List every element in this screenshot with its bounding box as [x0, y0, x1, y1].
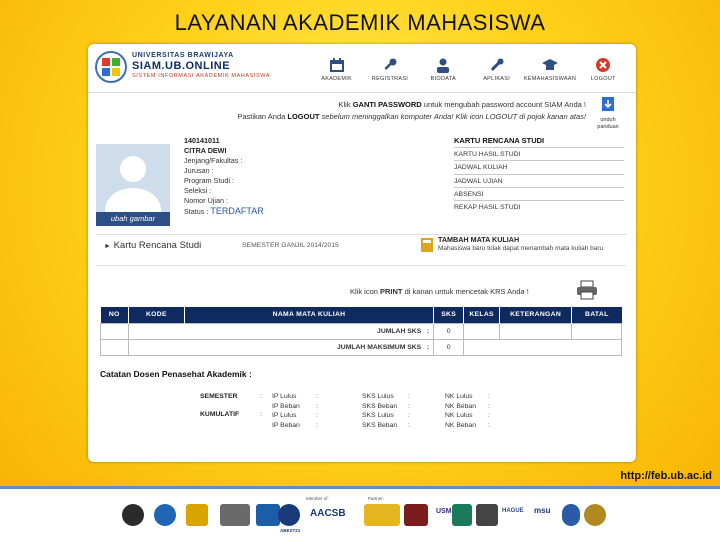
- partner-logo-6-icon: [584, 504, 606, 526]
- unduh-panduan-button[interactable]: [588, 96, 628, 131]
- menu-khs[interactable]: KARTU HASIL STUDI: [454, 148, 624, 161]
- partner-label: Partner:: [368, 496, 385, 501]
- col-keterangan: KETERANGAN: [500, 307, 572, 323]
- semester-colon: :: [260, 393, 262, 400]
- sem-nk-beban-colon: :: [488, 403, 490, 410]
- kum-nk-lulus: NK Lulus: [445, 412, 473, 419]
- nav-logout-label: LOGOUT: [590, 76, 616, 82]
- usm-label: USM: [436, 508, 452, 515]
- krs-table: [100, 307, 622, 356]
- print-note-bold: PRINT: [380, 287, 403, 296]
- notice2-bold: LOGOUT: [287, 112, 320, 121]
- tambah-title: TAMBAH MATA KULIAH: [438, 235, 520, 244]
- unduh-label: unduh: [600, 117, 616, 123]
- notice1-pre: Klik: [338, 100, 353, 109]
- partner-logo-1-icon: [364, 504, 400, 526]
- calendar-icon: [327, 56, 347, 74]
- sem-ip-lulus: IP Lulus: [272, 393, 297, 400]
- close-icon: [593, 56, 613, 74]
- book-icon: [420, 237, 434, 253]
- jumlah-max-value: 0: [434, 339, 464, 355]
- sem-ip-lulus-colon: :: [316, 393, 318, 400]
- header-divider: [88, 92, 636, 93]
- brand-tagline: SISTEM INFORMASI AKADEMIK MAHASISWA: [132, 73, 271, 79]
- col-kelas: KELAS: [464, 307, 500, 323]
- col-sks: SKS: [434, 307, 464, 323]
- status-badge: TERDAFTAR: [210, 206, 264, 216]
- nav-akademik[interactable]: [310, 56, 363, 90]
- notice2-pre: Pastikan Anda: [237, 112, 288, 121]
- field-jurusan: Jurusan :: [184, 166, 214, 175]
- krs-semester: SEMESTER GANJIL 2014/2015: [242, 242, 339, 249]
- nav-aplikasi[interactable]: [470, 56, 523, 90]
- r-badge-icon: [220, 504, 250, 526]
- kum-sks-lulus: SKS Lulus: [362, 412, 394, 419]
- sem-ip-beban: IP Beban: [272, 403, 300, 410]
- avatar: [96, 144, 170, 212]
- print-note-post: di kanan untuk mencetak KRS Anda !: [402, 287, 529, 296]
- tambah-desc: Mahasiswa baru tidak dapat menambah mata kuliah baru: [438, 245, 604, 252]
- jumlah-sks-label: JUMLAH SKS :: [128, 323, 433, 339]
- field-jenjang: Jenjang/Fakultas :: [184, 156, 243, 165]
- sem-nk-lulus: NK Lulus: [445, 393, 473, 400]
- partner-logo-3-icon: [452, 504, 472, 526]
- partner-logo-5-icon: [562, 504, 580, 526]
- partner-logo-2-icon: [404, 504, 428, 526]
- nav-registrasi[interactable]: [363, 56, 416, 90]
- student-nim: 140141011: [184, 136, 220, 145]
- kum-sks-beban: SKS Beban: [362, 422, 398, 429]
- source-url: http://feb.ub.ac.id: [620, 470, 712, 482]
- top-nav: [310, 56, 630, 90]
- feb-seal-icon: [154, 504, 176, 526]
- kum-nk-lulus-colon: :: [488, 412, 490, 419]
- kum-nk-beban-colon: :: [488, 422, 490, 429]
- nav-logout[interactable]: [577, 56, 630, 90]
- crest-icon: [186, 504, 208, 526]
- col-kode: KODE: [128, 307, 184, 323]
- partner-logo-4-icon: [476, 504, 498, 526]
- ub-logo-icon: [94, 50, 128, 84]
- partner-logos: [110, 492, 610, 536]
- nav-biodata[interactable]: [417, 56, 470, 90]
- abest-logo-icon: [278, 504, 300, 526]
- ganti-password-link[interactable]: GANTI PASSWORD: [352, 100, 422, 109]
- member-of-label: Member of:: [306, 496, 329, 501]
- notice2-post: sebelum meninggalkan komputer Anda! Klik icon LOGOUT di pojok kanan atas!: [319, 112, 586, 121]
- kum-ip-beban: IP Beban: [272, 422, 300, 429]
- kum-sks-lulus-colon: :: [408, 412, 410, 419]
- krs-bar: [96, 234, 626, 266]
- sem-ip-beban-colon: :: [316, 403, 318, 410]
- table-row-jumlah-sks: [101, 323, 622, 339]
- graduation-cap-icon: [540, 56, 560, 74]
- kumulatif-colon: :: [260, 411, 262, 418]
- field-prodi: Program Studi :: [184, 176, 234, 185]
- nav-aplikasi-label: APLIKASI: [483, 76, 511, 82]
- ubah-gambar-button[interactable]: ubah gambar: [96, 212, 170, 226]
- nav-biodata-label: BIODATA: [430, 76, 457, 82]
- password-notice: [146, 100, 586, 109]
- key-icon: [380, 56, 400, 74]
- jumlah-sks-value: 0: [434, 323, 464, 339]
- brand-block: [132, 52, 270, 79]
- ub-seal-icon: [122, 504, 144, 526]
- kum-ip-lulus: IP Lulus: [272, 412, 297, 419]
- panduan-label: panduan: [597, 124, 619, 130]
- table-row-jumlah-max: [101, 339, 622, 355]
- msu-label: msu: [534, 506, 551, 515]
- hague-label: HAGUE: [502, 508, 524, 514]
- siam-window: [88, 44, 636, 462]
- slide-title: LAYANAN AKADEMIK MAHASISWA: [174, 10, 546, 35]
- col-batal: BATAL: [572, 307, 622, 323]
- download-icon: [600, 96, 616, 112]
- menu-rekap[interactable]: REKAP HASIL STUDI: [454, 204, 521, 212]
- printer-icon[interactable]: [576, 280, 598, 300]
- print-note-pre: Klik icon: [350, 287, 381, 296]
- student-name: CITRA DEWI: [184, 146, 227, 155]
- menu-absensi[interactable]: ABSENSI: [454, 188, 624, 201]
- field-seleksi: Seleksi :: [184, 186, 212, 195]
- person-icon: [433, 56, 453, 74]
- menu-krs-title[interactable]: KARTU RENCANA STUDI: [454, 136, 624, 148]
- menu-jadwal-kuliah[interactable]: JADWAL KULIAH: [454, 161, 624, 174]
- col-no: NO: [101, 307, 129, 323]
- nav-akademik-label: AKADEMIK: [321, 76, 353, 82]
- sem-sks-beban: SKS Beban: [362, 403, 398, 410]
- logout-notice: [146, 112, 586, 121]
- student-info: [184, 136, 264, 217]
- kum-sks-beban-colon: :: [408, 422, 410, 429]
- sem-sks-lulus: SKS Lulus: [362, 393, 394, 400]
- menu-jadwal-ujian[interactable]: JADWAL UJIAN: [454, 175, 624, 188]
- print-note: [350, 287, 529, 296]
- sem-nk-beban: NK Beban: [445, 403, 476, 410]
- status-label: Status :: [184, 207, 209, 216]
- nav-kemahasiswaan-label: KEMAHASISWAAN: [523, 76, 577, 82]
- kumulatif-label: KUMULATIF: [200, 411, 240, 418]
- triangle-right-icon: ►: [104, 243, 111, 250]
- sem-sks-lulus-colon: :: [408, 393, 410, 400]
- krs-title-text: Kartu Rencana Studi: [113, 240, 202, 251]
- field-nomor-ujian: Nomor Ujian :: [184, 196, 228, 205]
- study-menu: [454, 136, 624, 214]
- wrench-icon: [487, 56, 507, 74]
- brand-university: UNIVERSITAS BRAWIJAYA: [132, 52, 234, 59]
- jumlah-max-label: JUMLAH MAKSIMUM SKS :: [128, 339, 433, 355]
- kum-ip-lulus-colon: :: [316, 412, 318, 419]
- krs-title: [104, 240, 201, 251]
- kum-ip-beban-colon: :: [316, 422, 318, 429]
- semester-label: SEMESTER: [200, 393, 238, 400]
- nav-registrasi-label: REGISTRASI: [371, 76, 409, 82]
- abest-label: ABEST21: [280, 528, 301, 533]
- notice1-post: untuk mengubah password account SIAM Anda !: [421, 100, 586, 109]
- sem-nk-lulus-colon: :: [488, 393, 490, 400]
- brand-siam: SIAM.UB.ONLINE: [132, 60, 231, 72]
- cert-logo-icon: [256, 504, 280, 526]
- nav-kemahasiswaan[interactable]: [523, 56, 576, 90]
- col-nama: NAMA MATA KULIAH: [184, 307, 433, 323]
- sem-sks-beban-colon: :: [408, 403, 410, 410]
- aacsb-label: AACSB: [310, 508, 346, 519]
- catatan-dosen: Catatan Dosen Penasehat Akademik :: [100, 369, 252, 379]
- kum-nk-beban: NK Beban: [445, 422, 476, 429]
